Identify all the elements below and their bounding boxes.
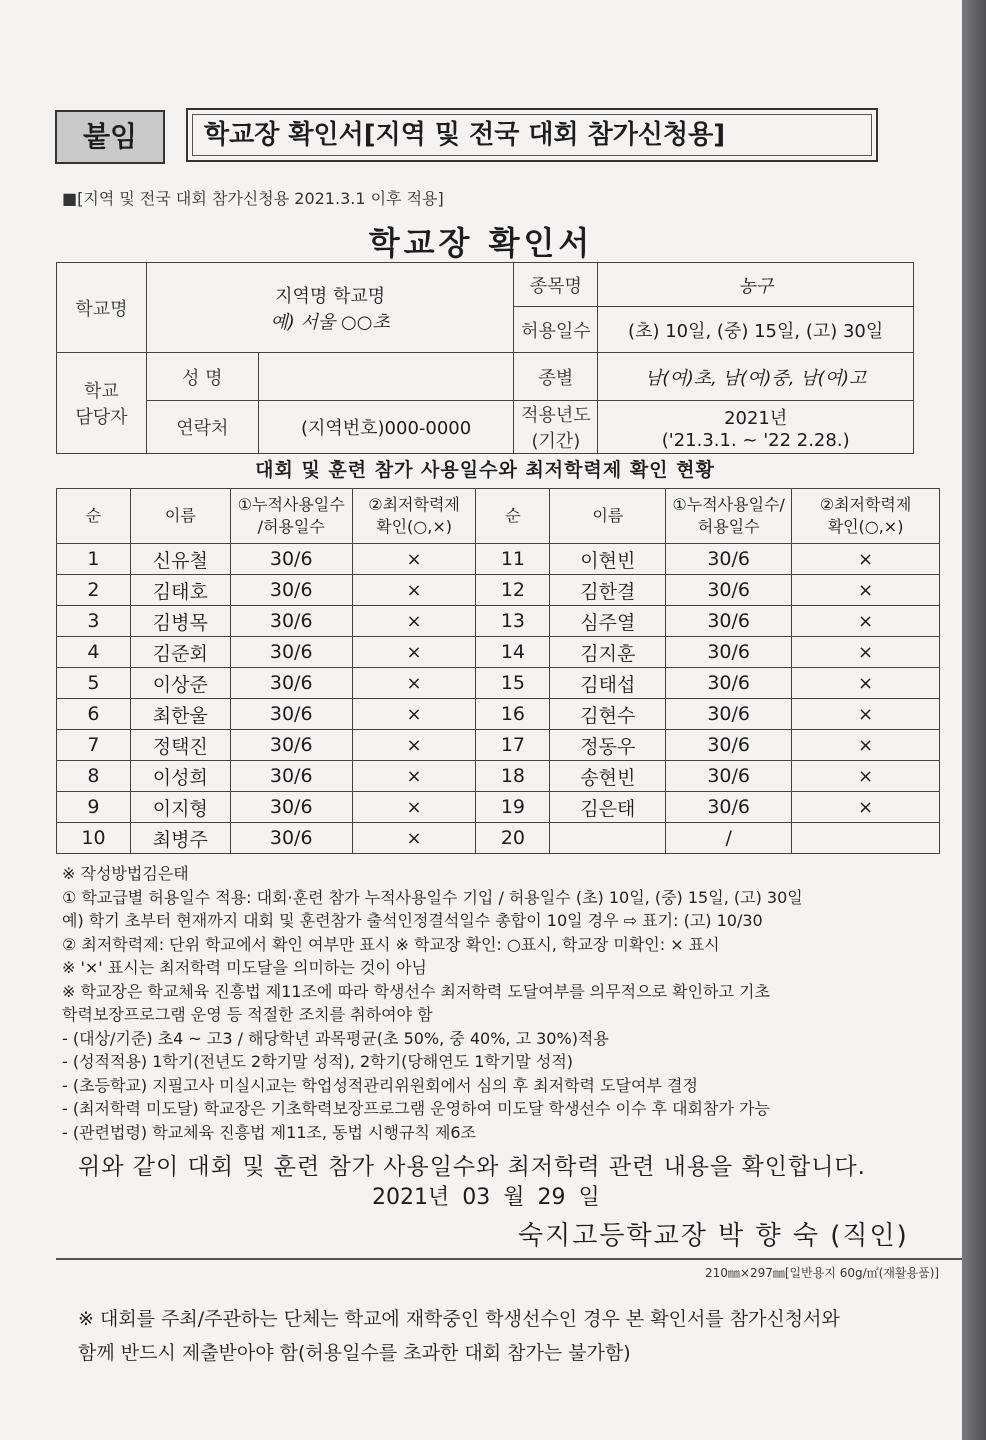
row-no: 11 [476,544,550,575]
row-no: 16 [476,699,550,730]
note-line: ※ '×' 표시는 최저학력 미도달을 의미하는 것이 아님 [62,958,427,977]
col-days-right-line2: 허용일수 [697,517,760,536]
row-no: 1 [57,544,131,575]
used-days: 30/6 [230,761,352,792]
min-grade-check: × [792,544,940,575]
student-name: 신유철 [130,544,230,575]
note-line: - (최저학력 미도달) 학교장은 기초학력보장프로그램 운영하여 미도달 학생선수 이수 후 대회참가 가능 [62,1099,770,1118]
col-grade-line1: ②최저학력제 [368,495,460,514]
roster-header-row [57,489,940,544]
row-no: 4 [57,637,131,668]
used-days: / [666,823,792,854]
min-grade-check: × [352,668,476,699]
contact-label: 연락처 [146,401,258,454]
used-days: 30/6 [230,823,352,854]
note-line: ※ 학교장은 학교체육 진흥법 제11조에 따라 학생선수 최저학력 도달여부를 의무적으로 확인하고 기초 [62,981,770,1001]
student-name: 심주열 [550,606,666,637]
roster-body [57,544,940,854]
row-no: 6 [57,699,131,730]
paper-spec: 210㎜×297㎜[일반용지 60g/㎡(재활용품)] [705,1266,940,1280]
student-name: 최한울 [130,699,230,730]
applied-note: ■[지역 및 전국 대회 참가신청용 2021.3.1 이후 적용] [62,189,444,208]
school-line1: 지역명 학교명 [275,285,386,307]
year-label-line2: (기간) [531,431,581,452]
row-no: 5 [57,668,131,699]
min-grade-check: × [792,575,940,606]
min-grade-check: × [352,699,476,730]
document-heading: 학교장 확인서[지역 및 전국 대회 참가신청용] [186,108,878,162]
row-no: 14 [476,637,550,668]
student-name: 김태호 [130,575,230,606]
roster-table [56,488,940,854]
student-name: 김준회 [130,637,230,668]
student-name: 김지훈 [550,637,666,668]
row-no: 13 [476,606,550,637]
note-line: ※ 작성방법김은태 [62,864,189,883]
note-line: - (관련법령) 학교체육 진흥법 제11조, 동법 시행규칙 제6조 [62,1122,477,1142]
col-grade-line2: 확인(○,×) [376,517,452,536]
student-name: 이현빈 [550,544,666,575]
used-days: 30/6 [230,637,352,668]
used-days: 30/6 [230,668,352,699]
student-name: 이상준 [130,668,230,699]
principal-signature: 숙지고등학교장 박 향 숙 (직인) [518,1221,909,1251]
student-name: 이지형 [130,792,230,823]
col-days-right-line1: ①누적사용일수/ [672,495,785,514]
sport-value: 농구 [598,263,914,307]
row-no: 19 [476,792,550,823]
used-days: 30/6 [666,606,792,637]
col-grade-right-line2: 확인(○,×) [827,517,904,536]
row-no: 10 [57,823,131,854]
used-days: 30/6 [230,544,352,575]
school-value [146,263,514,353]
contact-value: (지역번호)000-0000 [258,401,514,454]
row-no: 9 [57,792,131,823]
footer-line2: 함께 반드시 제출받아야 함(허용일수를 초과한 대회 참가는 불가함) [78,1342,631,1364]
allowed-value: (초) 10일, (중) 15일, (고) 30일 [598,307,914,353]
used-days: 30/6 [666,761,792,792]
student-name: 정택진 [130,730,230,761]
note-line: 예) 학기 초부터 현재까지 대회 및 훈련참가 출석인정결석일수 총합이 10일 경우 ⇨ 표기: (고) 10/30 [62,911,763,930]
min-grade-check: × [792,699,940,730]
sport-label: 종목명 [514,263,598,307]
table-row [57,668,940,699]
note-line: ② 최저학력제: 단위 학교에서 확인 여부만 표시 ※ 학교장 확인: ○표시, 학교장 미확인: × 표시 [62,934,720,954]
student-name: 김현수 [550,699,666,730]
min-grade-check: × [352,606,476,637]
issue-date: 2021년 03 월 29 일 [372,1185,600,1210]
student-name: 김한결 [550,575,666,606]
note-line: 학력보장프로그램 운영 등 적절한 조치를 취하여야 함 [62,1005,433,1024]
min-grade-check: × [352,761,476,792]
row-no: 17 [476,730,550,761]
min-grade-check: × [792,792,940,823]
min-grade-check: × [352,823,476,854]
table-row [57,792,940,823]
divider [56,1258,962,1260]
min-grade-check: × [792,668,940,699]
min-grade-check: × [352,575,476,606]
used-days: 30/6 [230,606,352,637]
student-name: 정동우 [550,730,666,761]
min-grade-check: × [352,544,476,575]
col-name: 이름 [130,489,230,544]
note-line: ① 학교급별 허용일수 적용: 대회·훈련 참가 누적사용일수 기입 / 허용일수 (초) 10일, (중) 15일, (고) 30일 [62,887,803,907]
used-days: 30/6 [666,575,792,606]
student-name: 이성희 [130,761,230,792]
note-line: - (초등학교) 지필고사 미실시교는 학업성적관리위원회에서 심의 후 최저학력 도달여부 결정 [62,1075,698,1095]
table-row [57,823,940,854]
col-no: 순 [57,489,131,544]
student-name: 김은태 [550,792,666,823]
col-grade-right [792,489,940,544]
col-grade [352,489,476,544]
col-grade-right-line1: ②최저학력제 [819,495,912,514]
school-label: 학교명 [57,263,147,353]
section-title: 대회 및 훈련 참가 사용일수와 최저학력제 확인 현황 [255,459,715,481]
min-grade-check [792,823,940,854]
table-row [57,544,940,575]
col-days-line2: /허용일수 [257,517,325,536]
min-grade-check: × [352,637,476,668]
row-no: 8 [57,761,131,792]
table-row [57,575,940,606]
gender-label: 종별 [514,353,598,401]
student-name: 김태섭 [550,668,666,699]
row-no: 15 [476,668,550,699]
name-label: 성 명 [146,353,258,401]
manager-label [57,353,147,454]
note-line: - (대상/기준) 초4 ~ 고3 / 해당학년 과목평균(초 50%, 중 40%, 고 30%)적용 [62,1028,609,1048]
used-days: 30/6 [230,699,352,730]
row-no: 12 [476,575,550,606]
used-days: 30/6 [230,792,352,823]
row-no: 18 [476,761,550,792]
used-days: 30/6 [666,668,792,699]
row-no: 7 [57,730,131,761]
used-days: 30/6 [230,575,352,606]
used-days: 30/6 [666,699,792,730]
student-name: 최병주 [130,823,230,854]
page-title: 학교장 확인서 [368,224,594,262]
gender-value: 남(여)초, 남(여)중, 남(여)고 [598,353,914,401]
year-label-line1: 적용년도 [521,405,591,426]
col-no-right: 순 [476,489,550,544]
col-days [230,489,352,544]
manager-label-line1: 학교 [84,381,119,402]
writing-notes [62,862,952,1144]
student-name: 김병목 [130,606,230,637]
note-line: - (성적적용) 1학기(전년도 2학기말 성적), 2학기(당해연도 1학기말 성적) [62,1052,574,1071]
min-grade-check: × [792,761,940,792]
footer-note [78,1302,840,1370]
table-edge [962,0,986,1440]
row-no: 3 [57,606,131,637]
name-value [258,353,514,401]
table-row [57,637,940,668]
used-days: 30/6 [666,544,792,575]
used-days: 30/6 [666,637,792,668]
min-grade-check: × [352,730,476,761]
used-days: 30/6 [666,792,792,823]
year-label [514,401,598,454]
student-name: 송현빈 [550,761,666,792]
min-grade-check: × [352,792,476,823]
student-name [550,823,666,854]
table-row [57,699,940,730]
year-value [598,401,914,454]
year-value-line2: ('21.3.1. ~ '22 2.28.) [661,429,850,451]
min-grade-check: × [792,637,940,668]
school-info-table [56,262,914,454]
min-grade-check: × [792,730,940,761]
min-grade-check: × [792,606,940,637]
manager-label-line2: 담당자 [75,407,128,428]
row-no: 2 [57,575,131,606]
footer-line1: ※ 대회를 주최/주관하는 단체는 학교에 재학중인 학생선수인 경우 본 확인서를 참가신청서와 [78,1308,840,1330]
attachment-tag: 붙임 [55,110,165,164]
allowed-label: 허용일수 [514,307,598,353]
used-days: 30/6 [666,730,792,761]
table-row [57,730,940,761]
row-no: 20 [476,823,550,854]
year-value-line1: 2021년 [724,407,788,429]
col-name-right: 이름 [550,489,666,544]
used-days: 30/6 [230,730,352,761]
col-days-right [666,489,792,544]
school-line2: 예) 서울 ○○초 [270,311,390,333]
table-row [57,761,940,792]
confirmation-statement: 위와 같이 대회 및 훈련 참가 사용일수와 최저학력 관련 내용을 확인합니다. [78,1154,866,1180]
table-row [57,606,940,637]
col-days-line1: ①누적사용일수 [237,495,345,514]
